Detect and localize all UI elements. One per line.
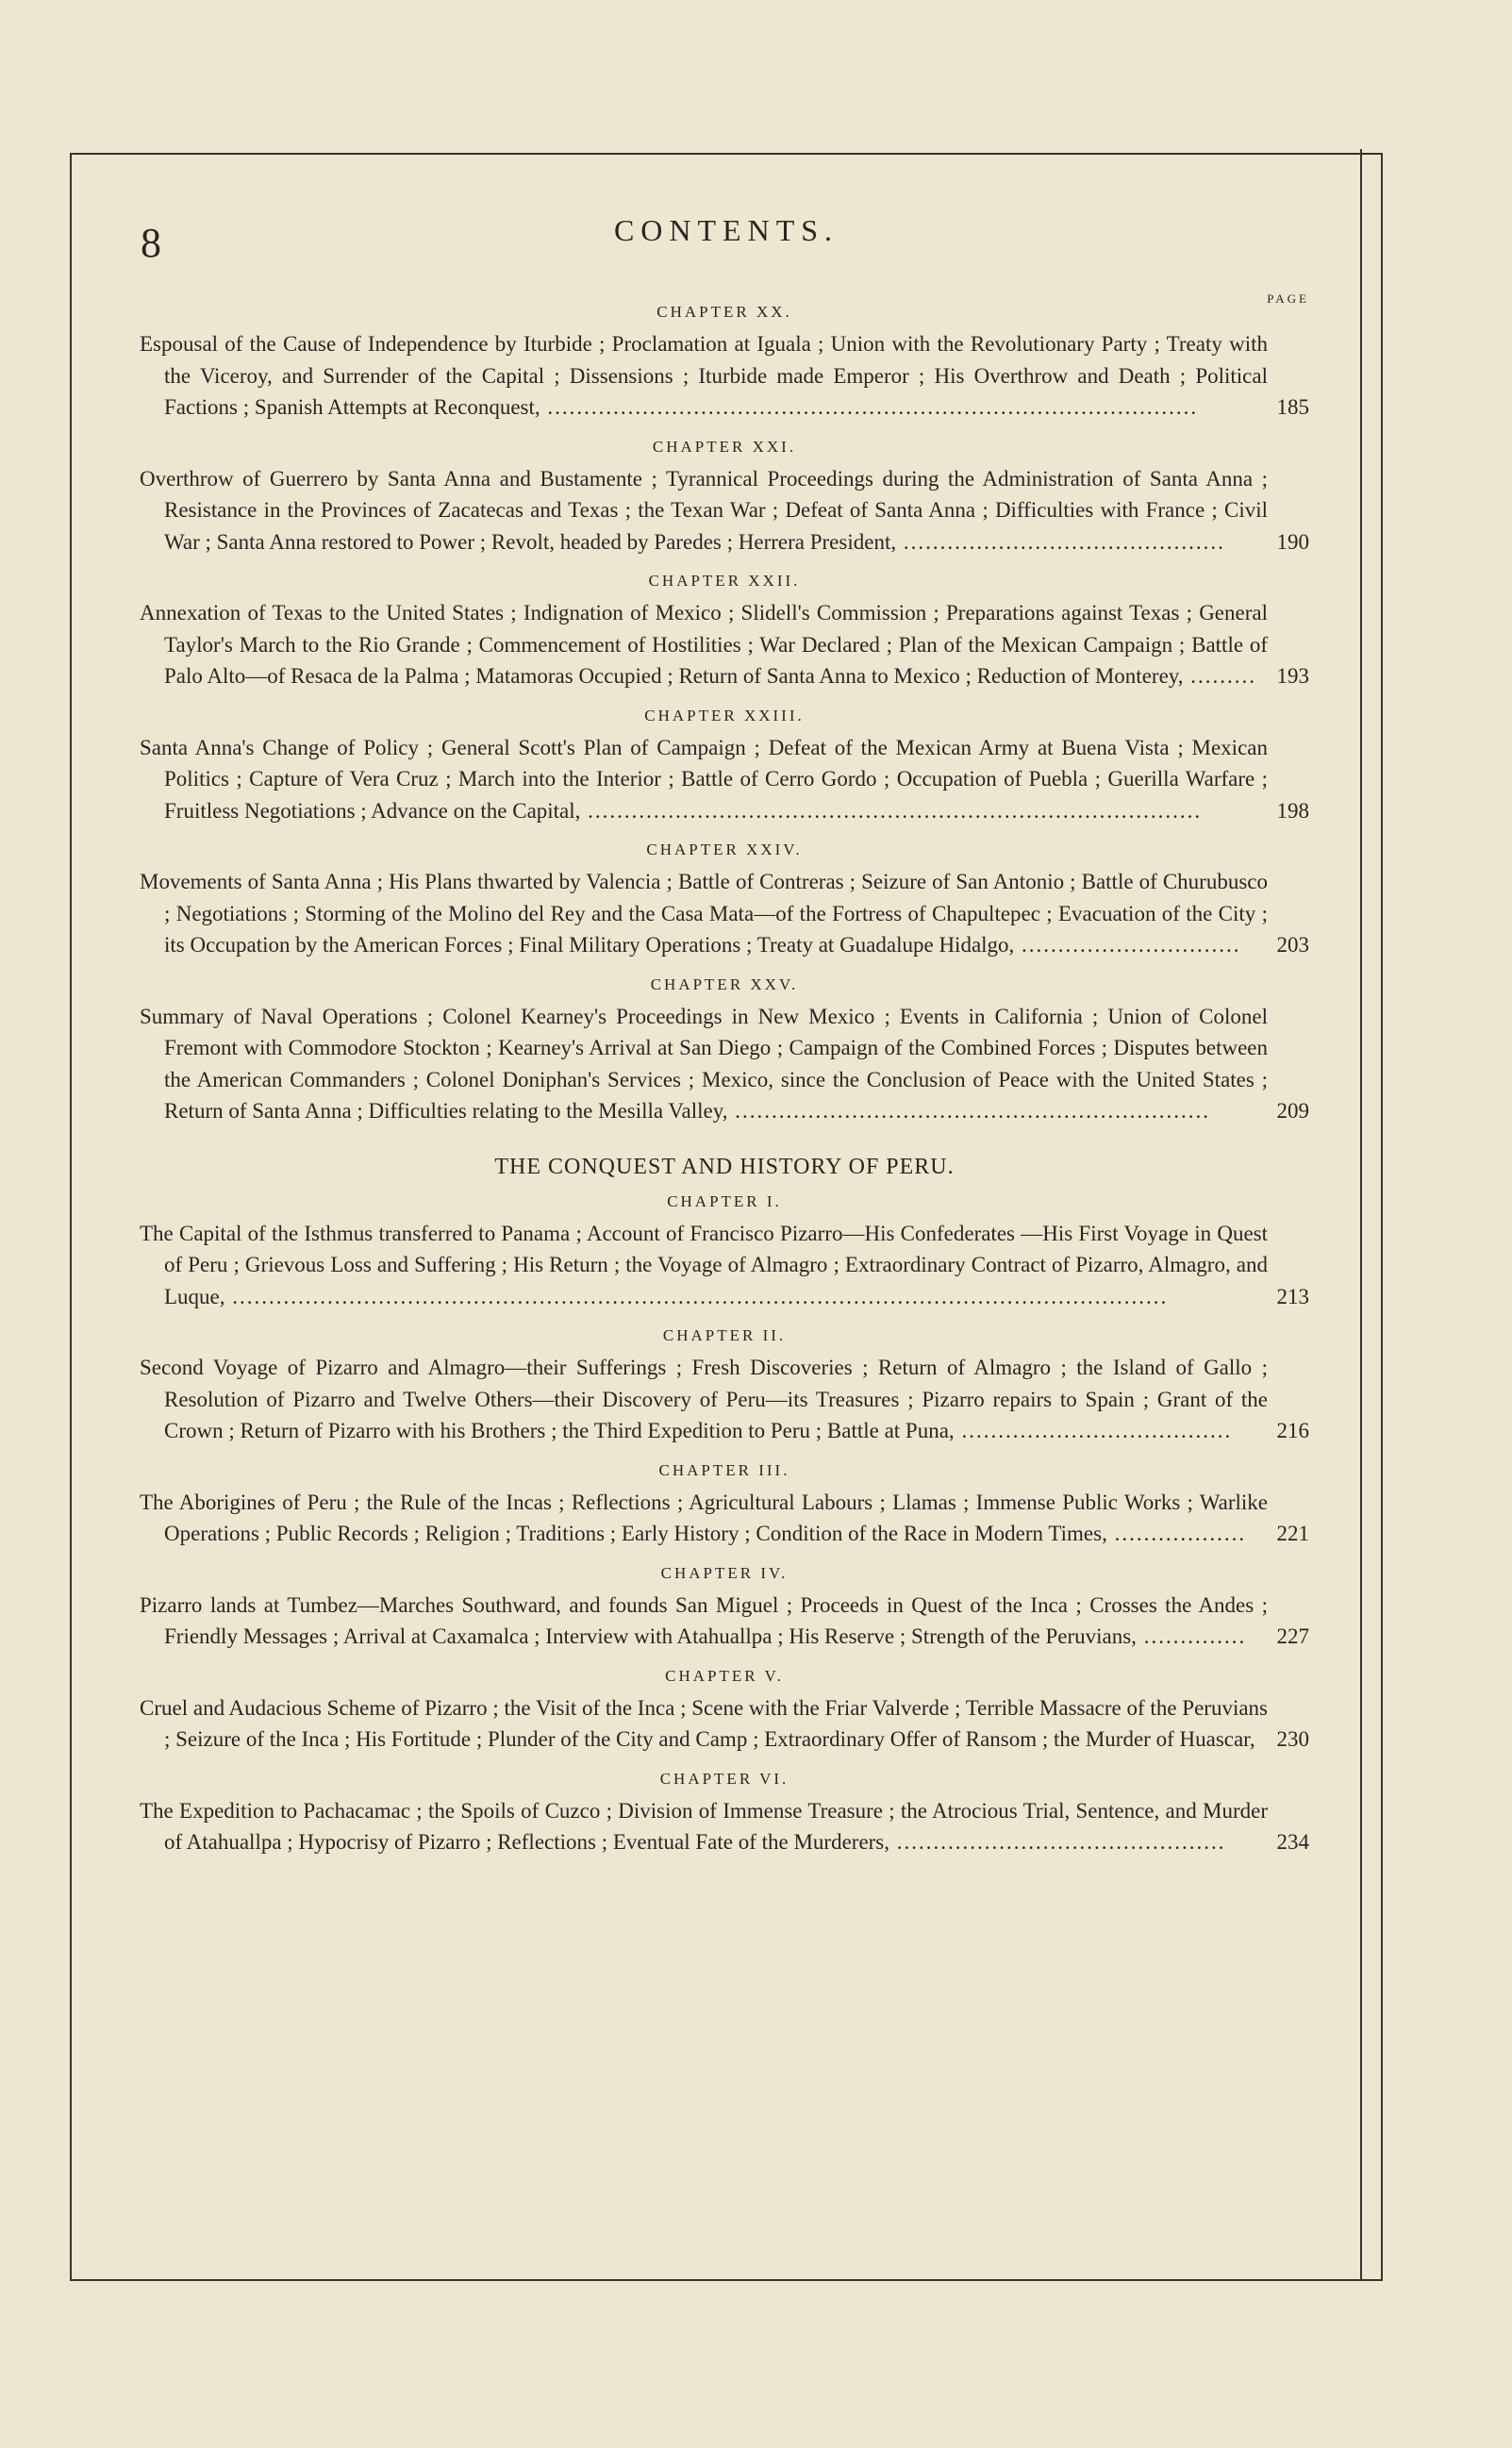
page-frame xyxy=(70,153,1383,2281)
chapter-entry[interactable] xyxy=(140,1795,1309,1858)
chapter-heading: CHAPTER VI. xyxy=(659,1769,789,1788)
chapter-heading: CHAPTER XX. xyxy=(656,303,792,321)
chapter-heading: CHAPTER III. xyxy=(658,1460,790,1479)
chapter-page-number: 203 xyxy=(1276,933,1309,957)
chapter-entry[interactable] xyxy=(140,866,1309,961)
chapter-page-number: 190 xyxy=(1276,529,1309,554)
chapter-summary: Overthrow of Guerrero by Santa Anna and Bustamente ; Tyrannical Proceedings during the Administration of Santa Anna ; Resistance in the Provinces of Zacatecas and Texas ; the Texan War ; Defeat of Santa Anna ; Difficulties with France ; Civil War ; Santa Anna restored to Power ; Revolt, headed by Paredes ; Herrera President, xyxy=(140,466,1268,554)
chapter-page-number: 213 xyxy=(1276,1284,1309,1308)
chapter-entry[interactable] xyxy=(140,1218,1309,1313)
section-title: THE CONQUEST AND HISTORY OF PERU. xyxy=(494,1154,955,1179)
chapter-heading: CHAPTER XXI. xyxy=(652,437,797,456)
chapter-heading: CHAPTER I. xyxy=(667,1191,782,1210)
chapter-entry[interactable] xyxy=(140,1692,1309,1756)
leader-dots: .................. xyxy=(1106,1522,1247,1545)
page-column-label: PAGE xyxy=(1267,291,1309,306)
chapter-entry[interactable] xyxy=(140,1001,1309,1127)
chapter-heading: CHAPTER XXV. xyxy=(650,974,799,993)
chapter-entry[interactable] xyxy=(140,328,1309,424)
chapter-entry[interactable] xyxy=(140,732,1309,827)
mexico-chapters xyxy=(140,296,1309,1127)
contents-list xyxy=(140,296,1309,1858)
leader-dots: ............................................. xyxy=(889,1830,1226,1854)
leader-dots: .............. xyxy=(1136,1624,1247,1648)
chapter-page-number: 198 xyxy=(1276,798,1309,823)
leader-dots: ......... xyxy=(1183,664,1257,688)
page-title: CONTENTS. xyxy=(613,213,839,247)
leader-dots: ..................................... xyxy=(954,1419,1233,1442)
chapter-page-number: 221 xyxy=(1276,1522,1309,1545)
chapter-page-number: 230 xyxy=(1276,1727,1309,1751)
chapter-summary: Annexation of Texas to the United States ; Indignation of Mexico ; Slidell's Commission ; Preparations against Texas ; General Taylor's March to the Rio Grande ; Commencement of Hostilities ; War Declared ; Plan of the Mexican Campaign ; Battle of Palo Alto—of Resaca de la Palma ; Matamoras Occupied ; Return of Santa Anna to Mexico ; Reduction of Monterey, xyxy=(140,601,1268,688)
leader-dots: ................................................................................................................................ xyxy=(224,1284,1169,1308)
chapter-summary: Santa Anna's Change of Policy ; General Scott's Plan of Campaign ; Defeat of the Mexican Army at Buena Vista ; Mexican Politics ; Capture of Vera Cruz ; March into the Interior ; Battle of Cerro Gordo ; Occupation of Puebla ; Guerilla Warfare ; Fruitless Negotiations ; Advance on the Capital, xyxy=(140,735,1268,823)
chapter-heading: CHAPTER XXII. xyxy=(648,572,801,590)
leader-dots: ......................................................................................... xyxy=(540,395,1199,419)
chapter-entry[interactable] xyxy=(140,1487,1309,1550)
chapter-heading: CHAPTER XXIV. xyxy=(646,841,803,858)
peru-chapters xyxy=(140,1186,1309,1858)
page-number: 8 xyxy=(141,220,161,266)
chapter-entry[interactable] xyxy=(140,1590,1309,1653)
chapter-page-number: 209 xyxy=(1276,1099,1309,1123)
chapter-page-number: 193 xyxy=(1276,664,1309,688)
chapter-summary: Pizarro lands at Tumbez—Marches Southward, and founds San Miguel ; Proceeds in Quest of the Inca ; Crosses the Andes ; Friendly Messages ; Arrival at Caxamalca ; Interview with Atahuallpa ; His Reserve ; Strength of the Peruvians, xyxy=(140,1592,1268,1648)
chapter-summary: Cruel and Audacious Scheme of Pizarro ; the Visit of the Inca ; Scene with the Friar Valverde ; Terrible Massacre of the Peruvians ; Seizure of the Inca ; His Fortitude ; Plunder of the City and Camp ; Extraordinary Offer of Ransom ; the Murder of Huascar, xyxy=(140,1695,1268,1751)
chapter-heading: CHAPTER II. xyxy=(662,1326,787,1344)
chapter-page-number: 185 xyxy=(1276,395,1309,419)
leader-dots: ............................................ xyxy=(896,529,1225,554)
chapter-summary: The Capital of the Isthmus transferred to Panama ; Account of Francisco Pizarro—His Confederates —His First Voyage in Quest of Peru ; Grievous Loss and Suffering ; His Return ; the Voyage of Almagro ; Extraordinary Contract of Pizarro, Almagro, and Luque, xyxy=(140,1221,1268,1308)
chapter-heading: CHAPTER V. xyxy=(665,1666,784,1685)
chapter-summary: Movements of Santa Anna ; His Plans thwarted by Valencia ; Battle of Contreras ; Seizure of San Antonio ; Battle of Churubusco ; Negotiations ; Storming of the Molino del Rey and the Casa Mata—of the Fortress of Chapultepec ; Evacuation of the City ; its Occupation by the American Forces ; Final Military Operations ; Treaty at Guadalupe Hidalgo, xyxy=(140,870,1268,957)
chapter-entry[interactable] xyxy=(140,1352,1309,1447)
chapter-entry[interactable] xyxy=(140,597,1309,692)
chapter-summary: Second Voyage of Pizarro and Almagro—their Sufferings ; Fresh Discoveries ; Return of Almagro ; the Island of Gallo ; Resolution of Pizarro and Twelve Others—their Discovery of Peru—its Treasures ; Pizarro repairs to Spain ; Grant of the Crown ; Return of Pizarro with his Brothers ; the Third Expedition to Peru ; Battle at Puna, xyxy=(140,1356,1268,1442)
chapter-summary: The Expedition to Pachacamac ; the Spoils of Cuzco ; Division of Immense Treasure ; the Atrocious Trial, Sentence, and Murder of Atahuallpa ; Hypocrisy of Pizarro ; Reflections ; Eventual Fate of the Murderers, xyxy=(140,1798,1268,1854)
leader-dots: ................................................................. xyxy=(727,1099,1210,1123)
chapter-summary: Summary of Naval Operations ; Colonel Kearney's Proceedings in New Mexico ; Events in California ; Union of Colonel Fremont with Commodore Stockton ; Kearney's Arrival at San Diego ; Campaign of the Combined Forces ; Disputes between the American Commanders ; Colonel Doniphan's Services ; Mexico, since the Conclusion of Peace with the United States ; Return of Santa Anna ; Difficulties relating to the Mesilla Valley, xyxy=(140,1004,1268,1123)
chapter-heading: CHAPTER XXIII. xyxy=(644,706,805,724)
chapter-summary: Espousal of the Cause of Independence by Iturbide ; Proclamation at Iguala ; Union with the Revolutionary Party ; Treaty with the Viceroy, and Surrender of the Capital ; Dissensions ; Iturbide made Emperor ; His Overthrow and Death ; Political Factions ; Spanish Attempts at Reconquest, xyxy=(140,332,1268,419)
chapter-entry[interactable] xyxy=(140,463,1309,558)
chapter-page-number: 216 xyxy=(1276,1419,1309,1442)
chapter-page-number: 234 xyxy=(1276,1830,1309,1854)
chapter-heading: CHAPTER IV. xyxy=(660,1563,789,1582)
leader-dots: .................................................................................... xyxy=(580,798,1203,823)
chapter-page-number: 227 xyxy=(1276,1624,1309,1648)
leader-dots: .............................. xyxy=(1014,933,1241,957)
chapter-summary: The Aborigines of Peru ; the Rule of the Incas ; Reflections ; Agricultural Labours ; Llamas ; Immense Public Works ; Warlike Operations ; Public Records ; Religion ; Traditions ; Early History ; Condition of the Race in Modern Times, xyxy=(140,1490,1268,1545)
